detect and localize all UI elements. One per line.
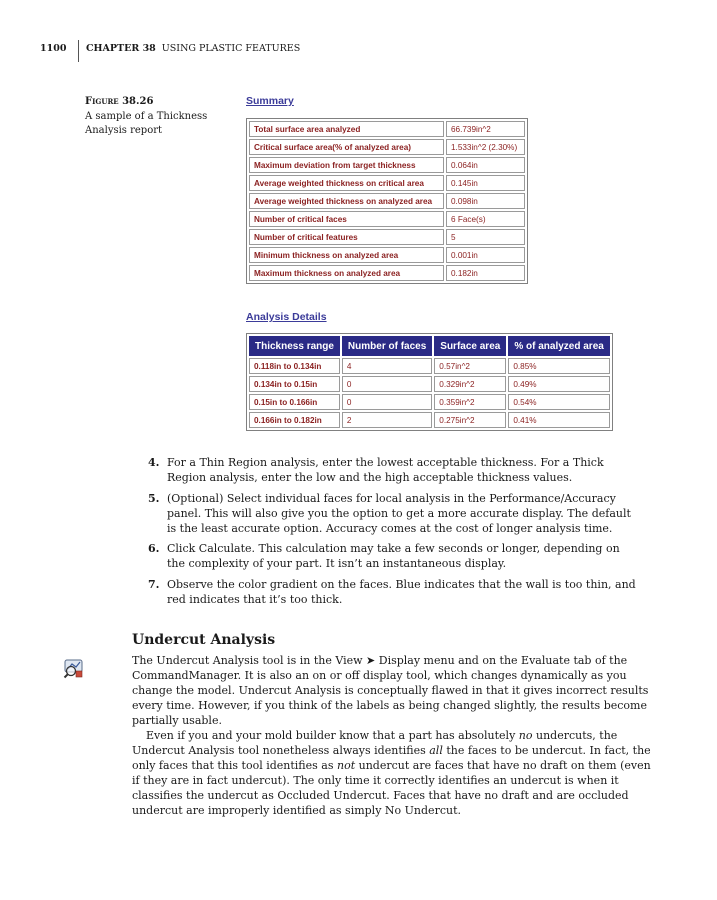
summary-value: 0.001in bbox=[446, 247, 525, 263]
details-cell: 4 bbox=[342, 358, 432, 374]
step-number: 6. bbox=[148, 542, 160, 555]
details-cell: 0.329in^2 bbox=[434, 376, 506, 392]
summary-row bbox=[249, 121, 525, 137]
summary-label: Critical surface area(% of analyzed area) bbox=[249, 139, 444, 155]
summary-table bbox=[246, 118, 528, 284]
details-cell: 0.359in^2 bbox=[434, 394, 506, 410]
step-number: 5. bbox=[148, 491, 160, 505]
step-item bbox=[148, 491, 638, 536]
undercut-analysis-icon bbox=[62, 656, 86, 680]
details-cell: 0.49% bbox=[508, 376, 609, 392]
summary-row bbox=[249, 157, 525, 173]
figure-caption-text: A sample of a Thickness Analysis report bbox=[85, 110, 208, 136]
page-number: 1100 bbox=[40, 43, 67, 54]
summary-value: 6 Face(s) bbox=[446, 211, 525, 227]
details-cell: 0.166in to 0.182in bbox=[249, 412, 340, 428]
summary-value: 5 bbox=[446, 229, 525, 245]
details-column-header: % of analyzed area bbox=[508, 336, 609, 356]
step-number: 4. bbox=[148, 456, 160, 469]
summary-value: 0.064in bbox=[446, 157, 525, 173]
summary-value: 0.145in bbox=[446, 175, 525, 191]
summary-value: 66.739in^2 bbox=[446, 121, 525, 137]
details-cell: 0.57in^2 bbox=[434, 358, 506, 374]
details-row bbox=[249, 358, 610, 374]
section-body bbox=[132, 653, 655, 818]
header-divider bbox=[78, 40, 79, 62]
summary-label: Number of critical features bbox=[249, 229, 444, 245]
summary-row bbox=[249, 175, 525, 191]
summary-label: Maximum thickness on analyzed area bbox=[249, 265, 444, 281]
section-heading: Undercut Analysis bbox=[132, 632, 276, 648]
step-item bbox=[148, 455, 638, 485]
summary-row bbox=[249, 229, 525, 245]
summary-value: 0.098in bbox=[446, 193, 525, 209]
summary-value: 1.533in^2 (2.30%) bbox=[446, 139, 525, 155]
step-item bbox=[148, 541, 638, 571]
details-cell: 0 bbox=[342, 394, 432, 410]
summary-label: Minimum thickness on analyzed area bbox=[249, 247, 444, 263]
details-cell: 0.15in to 0.166in bbox=[249, 394, 340, 410]
details-cell: 0.275in^2 bbox=[434, 412, 506, 428]
paragraph: The Undercut Analysis tool is in the View ➤ Display menu and on the Evaluate tab of the CommandManager. It is also an on or off display tool, which changes dynamically as you change the model. Undercut Analysis is conceptually flawed in that it gives incorrect results every time. However, if you think of the labels as being changed slightly, the results become partially usable. bbox=[132, 654, 649, 727]
summary-row bbox=[249, 265, 525, 281]
summary-label: Average weighted thickness on critical area bbox=[249, 175, 444, 191]
details-column-header: Thickness range bbox=[249, 336, 340, 356]
step-number: 7. bbox=[148, 577, 160, 591]
step-text: Observe the color gradient on the faces. Blue indicates that the wall is too thin, and red indicates that it’s too thick. bbox=[167, 577, 636, 606]
summary-title: Summary bbox=[246, 95, 294, 107]
details-cell: 2 bbox=[342, 412, 432, 428]
summary-label: Number of critical faces bbox=[249, 211, 444, 227]
chapter-number: CHAPTER 38 bbox=[86, 43, 156, 54]
step-text: Click Calculate. This calculation may take a few seconds or longer, depending on the complexity of your part. It isn’t an instantaneous display. bbox=[167, 542, 620, 570]
figure-caption bbox=[85, 95, 215, 139]
summary-value: 0.182in bbox=[446, 265, 525, 281]
details-cell: 0.41% bbox=[508, 412, 609, 428]
summary-row bbox=[249, 211, 525, 227]
figure-label: Figure 38.26 bbox=[85, 96, 154, 107]
details-row bbox=[249, 412, 610, 428]
details-row bbox=[249, 376, 610, 392]
summary-label: Average weighted thickness on analyzed area bbox=[249, 193, 444, 209]
details-cell: 0.85% bbox=[508, 358, 609, 374]
summary-row bbox=[249, 247, 525, 263]
paragraph: Even if you and your mold builder know that a part has absolutely no undercuts, the Undercut Analysis tool nonetheless always identifies all the faces to be undercut. In fact, the only faces that this tool identifies as not undercut are faces that have no draft on them (even if they are in fact undercut). The only time it correctly identifies an undercut is when it classifies the undercut as Occluded Undercut. Faces that have no draft and are occluded undercut are improperly identified as simply No Undercut. bbox=[132, 729, 651, 817]
step-text: For a Thin Region analysis, enter the lowest acceptable thickness. For a Thick Region analysis, enter the low and the high acceptable thickness values. bbox=[167, 456, 604, 484]
chapter-title bbox=[86, 43, 300, 54]
menu-arrow-icon: ➤ bbox=[366, 654, 376, 667]
step-item bbox=[148, 577, 638, 607]
analysis-details-title: Analysis Details bbox=[246, 311, 327, 323]
summary-row bbox=[249, 193, 525, 209]
summary-row bbox=[249, 139, 525, 155]
details-cell: 0.54% bbox=[508, 394, 609, 410]
chapter-name: USING PLASTIC FEATURES bbox=[161, 43, 301, 54]
details-cell: 0 bbox=[342, 376, 432, 392]
step-text: (Optional) Select individual faces for local analysis in the Performance/Accuracy panel. This will also give you the option to get a more accurate display. The default is the least accurate option. Accuracy comes at the cost of longer analysis time. bbox=[167, 491, 631, 535]
details-cell: 0.134in to 0.15in bbox=[249, 376, 340, 392]
summary-label: Total surface area analyzed bbox=[249, 121, 444, 137]
steps-list bbox=[148, 455, 638, 612]
details-column-header: Number of faces bbox=[342, 336, 432, 356]
summary-label: Maximum deviation from target thickness bbox=[249, 157, 444, 173]
details-cell: 0.118in to 0.134in bbox=[249, 358, 340, 374]
details-table bbox=[246, 333, 613, 431]
details-column-header: Surface area bbox=[434, 336, 506, 356]
details-row bbox=[249, 394, 610, 410]
